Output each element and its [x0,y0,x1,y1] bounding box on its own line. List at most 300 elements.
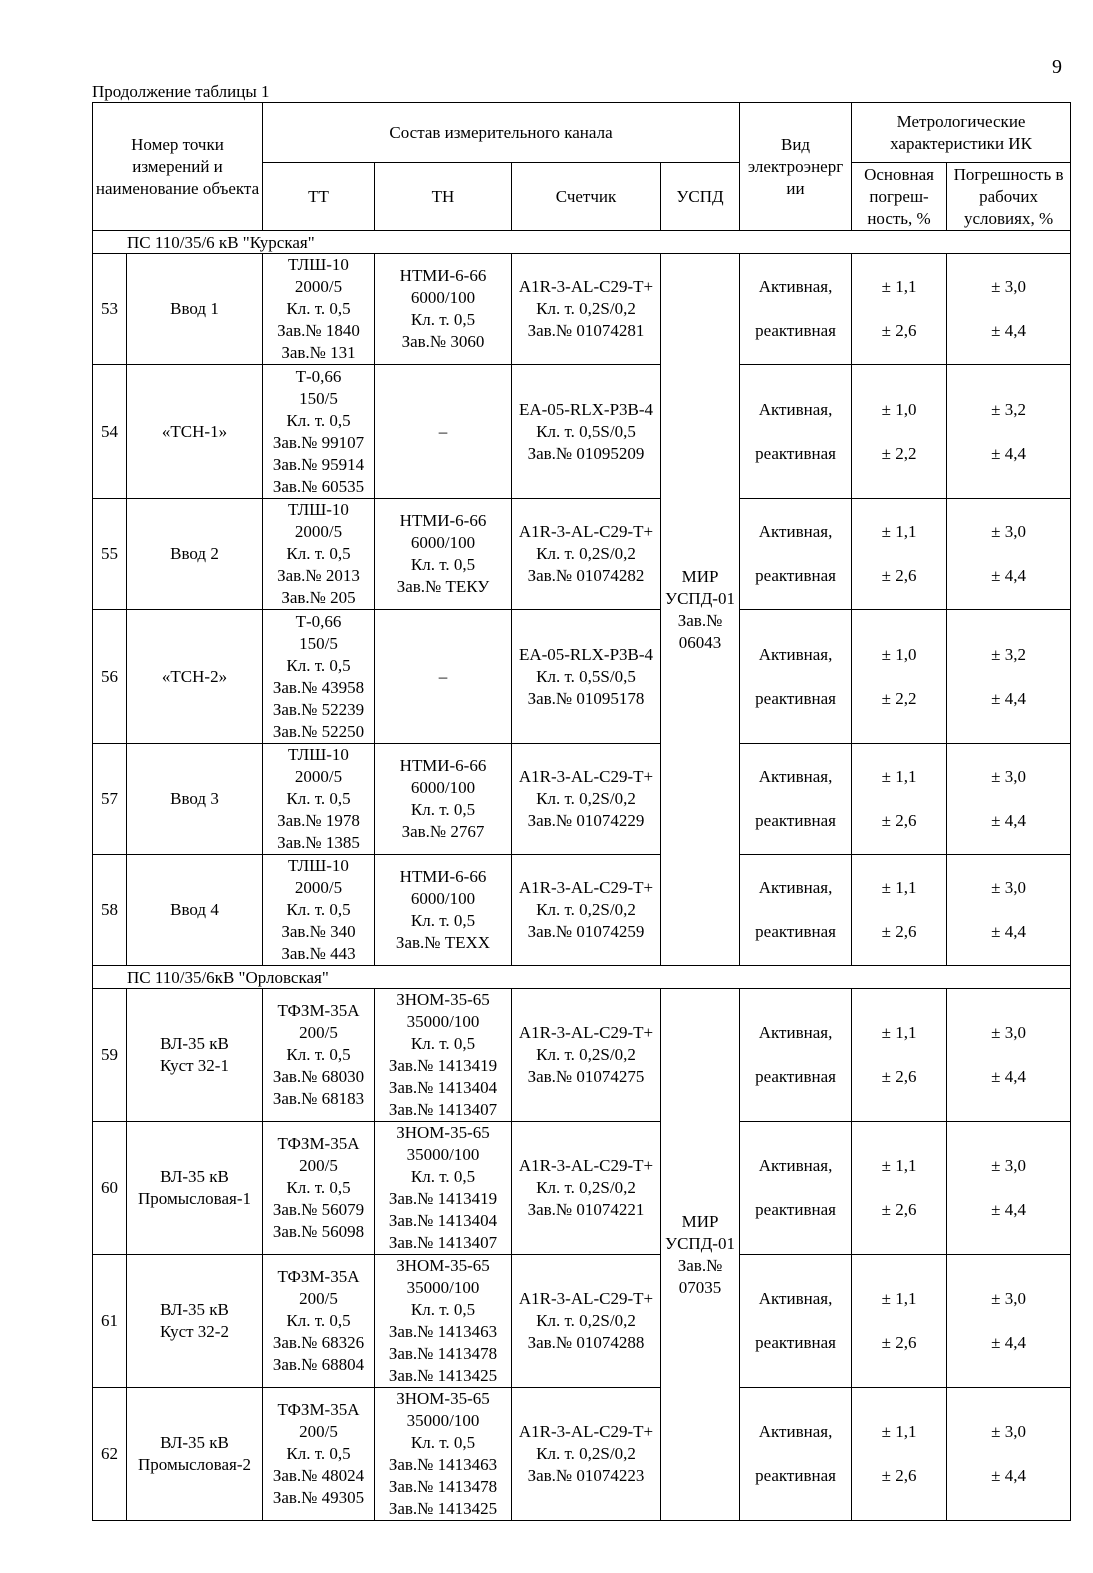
cell-line: Зав.№ 99107 [272,432,365,452]
energy-reactive: реактивная [755,688,836,708]
cell-line: 2000/5 [294,767,343,786]
cell-line: МИР [681,1211,719,1231]
working-error-active: ± 3,0 [991,1023,1026,1042]
table-row [93,1122,1071,1255]
meter-cell [512,744,661,855]
cell-line: Зав.№ 443 [281,944,356,963]
cell-line: 200/5 [299,1422,338,1441]
cell-line: Зав.№ 1413407 [388,1233,498,1252]
working-error-active: ± 3,0 [991,522,1026,541]
working-error-reactive: ± 4,4 [991,1466,1026,1485]
cell-line: Зав.№ 01095209 [527,443,645,463]
cell-line: 200/5 [299,1023,338,1042]
header-meter: Счетчик [512,163,661,231]
cell-line: Зав.№ 1413419 [388,1056,498,1075]
basic-error-active: ± 1,1 [881,1422,917,1441]
basic-error-active: ± 1,1 [881,1023,917,1042]
working-error-cell [947,989,1071,1122]
cell-line: Зав.№ 1413404 [388,1211,498,1230]
working-error-reactive: ± 4,4 [991,566,1026,585]
tt-cell [263,1255,375,1388]
table-row [93,989,1071,1122]
energy-reactive: реактивная [755,1333,836,1352]
cell-line: Зав.№ 1413425 [388,1499,498,1518]
cell-line: Зав.№ 56098 [272,1222,365,1241]
working-error-active: ± 3,0 [991,277,1026,296]
meter-cell [512,365,661,499]
cell-line: Зав.№ 60535 [272,476,365,496]
cell-line: Ввод 1 [170,299,219,318]
cell-line: Зав.№ 68183 [272,1089,365,1108]
basic-error-cell [852,744,947,855]
cell-line: Зав.№ 68326 [272,1333,365,1352]
energy-type-cell [740,365,852,499]
cell-line: 2000/5 [294,277,343,296]
basic-error-reactive: ± 2,2 [881,688,917,708]
header-point: Номер точки измерений и наименование объекта [93,103,263,231]
object-name [127,1255,263,1388]
cell-line: ВЛ-35 кВ [160,1034,229,1053]
cell-line: 07035 [678,1277,722,1297]
working-error-reactive: ± 4,4 [991,321,1026,340]
basic-error-active: ± 1,1 [881,277,917,296]
object-name [127,499,263,610]
cell-line: Кл. т. 0,2S/0,2 [536,789,636,808]
tn-cell [375,855,512,966]
tt-cell [263,254,375,365]
cell-line: Зав.№ 01074288 [527,1333,645,1352]
working-error-reactive: ± 4,4 [991,922,1026,941]
cell-line: Промысловая-1 [138,1189,251,1208]
basic-error-cell [852,989,947,1122]
cell-line: Зав.№ ТЕХХ [395,933,491,952]
working-error-reactive: ± 4,4 [991,1067,1026,1086]
metering-table [92,102,1071,1521]
working-error-cell [947,365,1071,499]
tt-cell [263,1388,375,1521]
cell-line: ВЛ-35 кВ [160,1167,229,1186]
object-name [127,744,263,855]
cell-line: ТЛШ-10 [288,856,349,875]
tt-cell [263,1122,375,1255]
cell-line: УСПД-01 [665,588,735,608]
cell-line: Кл. т. 0,5 [286,1311,351,1330]
point-number: 59 [93,989,127,1122]
cell-line: МИР [681,566,719,586]
working-error-active: ± 3,0 [991,1289,1026,1308]
cell-line: Кл. т. 0,2S/0,2 [536,544,636,563]
cell-line: – [438,666,448,686]
cell-line: Кл. т. 0,5 [286,410,351,430]
basic-error-active: ± 1,1 [881,1289,917,1308]
cell-line: A1R-3-AL-C29-T+ [518,1289,654,1308]
basic-error-reactive: ± 2,6 [881,1466,917,1485]
meter-cell [512,610,661,744]
cell-line: Зав.№ 52250 [272,721,365,741]
cell-line: ТФЗМ-35А [277,1267,360,1286]
cell-line: 200/5 [299,1156,338,1175]
energy-reactive: реактивная [755,321,836,340]
cell-line: НТМИ-6-66 [399,756,487,775]
working-error-active: ± 3,2 [991,644,1026,664]
cell-line: Зав.№ 01074282 [527,566,645,585]
table-row [93,744,1071,855]
tn-cell [375,499,512,610]
cell-line: Кл. т. 0,5 [286,1444,351,1463]
cell-line: Кл. т. 0,5 [410,1167,476,1186]
section-title: ПС 110/35/6кВ "Орловская" [93,966,1071,989]
object-name [127,1388,263,1521]
cell-line: Зав.№ 01074229 [527,811,645,830]
cell-line: Промысловая-2 [138,1455,251,1474]
cell-line: Зав.№ ТЕКУ [396,577,490,596]
cell-line: УСПД-01 [665,1233,735,1253]
tn-cell [375,744,512,855]
working-error-cell [947,254,1071,365]
basic-error-reactive: ± 2,6 [881,566,917,585]
cell-line: Зав.№ 1413478 [388,1344,498,1363]
cell-line: Ввод 3 [170,789,219,808]
cell-line: Кл. т. 0,5 [286,900,351,919]
cell-line: A1R-3-AL-C29-T+ [518,1023,654,1042]
cell-line: ТЛШ-10 [288,255,349,274]
cell-line: ЗНОМ-35-65 [396,1123,490,1142]
cell-line: Зав.№ 1413407 [388,1100,498,1119]
cell-line: Зав.№ 1413425 [388,1366,498,1385]
cell-line: Кл. т. 0,2S/0,2 [536,1045,636,1064]
cell-line: Зав.№ 68804 [272,1355,365,1374]
working-error-cell [947,744,1071,855]
cell-line: Кл. т. 0,5 [410,1300,476,1319]
working-error-cell [947,499,1071,610]
cell-line: Кл. т. 0,5S/0,5 [536,666,636,686]
energy-type-cell [740,1388,852,1521]
basic-error-cell [852,855,947,966]
energy-type-cell [740,989,852,1122]
working-error-cell [947,855,1071,966]
cell-line: Куст 32-1 [160,1056,229,1075]
header-basic-error: Основная погреш-ность, % [852,163,947,231]
basic-error-active: ± 1,0 [881,399,917,419]
cell-line: Зав.№ 1385 [277,833,360,852]
header-channel: Состав измерительного канала [263,103,740,163]
cell-line: A1R-3-AL-C29-T+ [518,1422,654,1441]
energy-active: Активная, [758,1023,833,1042]
cell-line: A1R-3-AL-C29-T+ [518,767,654,786]
object-name [127,855,263,966]
energy-reactive: реактивная [755,922,836,941]
cell-line: ТФЗМ-35А [277,1400,360,1419]
working-error-cell [947,1255,1071,1388]
cell-line: A1R-3-AL-C29-T+ [518,277,654,296]
basic-error-cell [852,365,947,499]
working-error-cell [947,1388,1071,1521]
energy-type-cell [740,855,852,966]
cell-line: Зав.№ 56079 [272,1200,365,1219]
cell-line: Зав.№ 340 [281,922,356,941]
cell-line: Кл. т. 0,5 [286,1045,351,1064]
tt-cell [263,365,375,499]
cell-line: ЗНОМ-35-65 [396,1256,490,1275]
cell-line: 35000/100 [406,1145,480,1164]
cell-line: Кл. т. 0,5 [286,544,351,563]
cell-line: 6000/100 [410,288,476,307]
tn-cell [375,1388,512,1521]
point-number: 61 [93,1255,127,1388]
tt-cell [263,744,375,855]
energy-type-cell [740,499,852,610]
working-error-active: ± 3,0 [991,1422,1026,1441]
cell-line: Зав.№ 1413419 [388,1189,498,1208]
energy-type-cell [740,1255,852,1388]
object-name [127,254,263,365]
energy-active: Активная, [758,1289,833,1308]
meter-cell [512,1388,661,1521]
uspd-cell [661,254,740,966]
cell-line: ЗНОМ-35-65 [396,1389,490,1408]
working-error-reactive: ± 4,4 [991,688,1026,708]
object-name [127,1122,263,1255]
energy-type-cell [740,1122,852,1255]
cell-line: ЗНОМ-35-65 [396,990,490,1009]
table-row [93,855,1071,966]
energy-active: Активная, [758,878,833,897]
cell-line: Кл. т. 0,5 [286,299,351,318]
section-title: ПС 110/35/6 кВ "Курская" [93,231,1071,254]
energy-active: Активная, [758,522,833,541]
working-error-cell [947,610,1071,744]
energy-reactive: реактивная [755,1466,836,1485]
point-number: 56 [93,610,127,744]
cell-line: Зав.№ 2013 [277,566,360,585]
cell-line: Кл. т. 0,5 [410,800,476,819]
cell-line: 150/5 [299,633,338,653]
cell-line: ВЛ-35 кВ [160,1300,229,1319]
cell-line: Кл. т. 0,2S/0,2 [536,900,636,919]
cell-line: 2000/5 [294,522,343,541]
header-working-error: Погрешность в рабочих условиях, % [947,163,1071,231]
cell-line: Зав.№ 01074221 [527,1200,645,1219]
table-row [93,365,1071,499]
basic-error-active: ± 1,1 [881,767,917,786]
point-number: 57 [93,744,127,855]
cell-line: НТМИ-6-66 [399,867,487,886]
cell-line: 06043 [678,632,722,652]
tn-cell [375,254,512,365]
cell-line: EA-05-RLX-P3B-4 [518,399,654,419]
cell-line: Зав.№ 1978 [277,811,360,830]
energy-active: Активная, [758,1422,833,1441]
cell-line: Ввод 4 [170,900,219,919]
cell-line: Кл. т. 0,5 [410,911,476,930]
cell-line: Зав.№ 49305 [272,1488,365,1507]
cell-line: Кл. т. 0,5 [410,310,476,329]
cell-line: Кл. т. 0,5 [410,555,476,574]
cell-line: Кл. т. 0,2S/0,2 [536,1311,636,1330]
table-row [93,254,1071,365]
section-row [93,231,1071,254]
cell-line: ТФЗМ-35А [277,1134,360,1153]
cell-line: Зав.№ 1413478 [388,1477,498,1496]
cell-line: 200/5 [299,1289,338,1308]
energy-type-cell [740,610,852,744]
cell-line: Зав.№ 48024 [272,1466,365,1485]
tn-cell [375,610,512,744]
point-number: 58 [93,855,127,966]
object-name [127,989,263,1122]
cell-line: 2000/5 [294,878,343,897]
energy-reactive: реактивная [755,811,836,830]
basic-error-reactive: ± 2,6 [881,321,917,340]
working-error-reactive: ± 4,4 [991,1200,1026,1219]
energy-type-cell [740,254,852,365]
tt-cell [263,989,375,1122]
table-row [93,499,1071,610]
cell-line: Зав.№ 01074281 [527,321,645,340]
point-number: 55 [93,499,127,610]
header-energy-type: Вид электроэнерг ии [740,103,852,231]
energy-reactive: реактивная [755,443,836,463]
basic-error-reactive: ± 2,6 [881,1200,917,1219]
cell-line: 35000/100 [406,1278,480,1297]
cell-line: Зав.№ 01074223 [527,1466,645,1485]
table-row [93,1255,1071,1388]
basic-error-cell [852,610,947,744]
basic-error-active: ± 1,1 [881,522,917,541]
table-caption: Продолжение таблицы 1 [92,82,270,101]
cell-line: «ТСН-2» [161,666,228,686]
cell-line: Зав.№ 131 [281,343,356,362]
tn-cell [375,1122,512,1255]
energy-reactive: реактивная [755,566,836,585]
meter-cell [512,499,661,610]
basic-error-reactive: ± 2,6 [881,1333,917,1352]
basic-error-cell [852,1255,947,1388]
section-row [93,966,1071,989]
cell-line: EA-05-RLX-P3B-4 [518,644,654,664]
cell-line: 35000/100 [406,1411,480,1430]
basic-error-reactive: ± 2,6 [881,922,917,941]
cell-line: Зав.№ 68030 [272,1067,365,1086]
cell-line: Зав.№ [677,1255,723,1275]
cell-line: Зав.№ 52239 [272,699,365,719]
cell-line: Зав.№ [677,610,723,630]
energy-active: Активная, [758,1156,833,1175]
meter-cell [512,855,661,966]
cell-line: НТМИ-6-66 [399,511,487,530]
cell-line: Кл. т. 0,5 [286,789,351,808]
cell-line: Зав.№ 1413404 [388,1078,498,1097]
working-error-reactive: ± 4,4 [991,1333,1026,1352]
tt-cell [263,499,375,610]
energy-active: Активная, [758,277,833,296]
header-uspd: УСПД [661,163,740,231]
basic-error-active: ± 1,1 [881,1156,917,1175]
tt-cell [263,855,375,966]
cell-line: – [438,421,448,441]
working-error-reactive: ± 4,4 [991,811,1026,830]
cell-line: 35000/100 [406,1012,480,1031]
cell-line: Кл. т. 0,5 [410,1034,476,1053]
header-metrology: Метрологические характеристики ИК [852,103,1071,163]
working-error-cell [947,1122,1071,1255]
cell-line: Кл. т. 0,2S/0,2 [536,1178,636,1197]
working-error-reactive: ± 4,4 [991,443,1026,463]
cell-line: Кл. т. 0,5 [410,1433,476,1452]
cell-line: 150/5 [299,388,338,408]
cell-line: A1R-3-AL-C29-T+ [518,878,654,897]
cell-line: A1R-3-AL-C29-T+ [518,1156,654,1175]
cell-line: Зав.№ 43958 [272,677,365,697]
basic-error-cell [852,1388,947,1521]
cell-line: Зав.№ 2767 [401,822,485,841]
working-error-active: ± 3,0 [991,767,1026,786]
header-tt: ТТ [263,163,375,231]
working-error-active: ± 3,2 [991,399,1026,419]
table-row [93,1388,1071,1521]
header-tn: ТН [375,163,512,231]
cell-line: Ввод 2 [170,544,219,563]
basic-error-reactive: ± 2,6 [881,811,917,830]
uspd-cell [661,989,740,1521]
basic-error-active: ± 1,1 [881,878,917,897]
point-number: 60 [93,1122,127,1255]
cell-line: Зав.№ 1413463 [388,1322,498,1341]
energy-type-cell [740,744,852,855]
meter-cell [512,989,661,1122]
working-error-active: ± 3,0 [991,878,1026,897]
cell-line: «ТСН-1» [161,421,228,441]
tn-cell [375,1255,512,1388]
basic-error-cell [852,1122,947,1255]
cell-line: НТМИ-6-66 [399,266,487,285]
meter-cell [512,1122,661,1255]
basic-error-reactive: ± 2,6 [881,1067,917,1086]
cell-line: Зав.№ 01095178 [527,688,645,708]
cell-line: Зав.№ 3060 [401,332,485,351]
page-number: 9 [1052,56,1062,78]
basic-error-cell [852,499,947,610]
cell-line: Кл. т. 0,5S/0,5 [536,421,636,441]
working-error-active: ± 3,0 [991,1156,1026,1175]
cell-line: 6000/100 [410,778,476,797]
basic-error-reactive: ± 2,2 [881,443,917,463]
tn-cell [375,989,512,1122]
cell-line: Кл. т. 0,5 [286,655,351,675]
cell-line: Кл. т. 0,5 [286,1178,351,1197]
point-number: 62 [93,1388,127,1521]
cell-line: ТЛШ-10 [288,745,349,764]
basic-error-active: ± 1,0 [881,644,917,664]
cell-line: ТФЗМ-35А [277,1001,360,1020]
cell-line: Зав.№ 01074275 [527,1067,645,1086]
object-name [127,365,263,499]
cell-line: A1R-3-AL-C29-T+ [518,522,654,541]
tt-cell [263,610,375,744]
cell-line: Зав.№ 1413463 [388,1455,498,1474]
cell-line: Зав.№ 1840 [277,321,360,340]
basic-error-cell [852,254,947,365]
tn-cell [375,365,512,499]
cell-line: Зав.№ 205 [281,588,356,607]
cell-line: ВЛ-35 кВ [160,1433,229,1452]
cell-line: ТЛШ-10 [288,500,349,519]
cell-line: Зав.№ 01074259 [527,922,645,941]
cell-line: Т-0,66 [295,366,342,386]
cell-line: Т-0,66 [295,611,342,631]
energy-active: Активная, [758,767,833,786]
table-row [93,610,1071,744]
